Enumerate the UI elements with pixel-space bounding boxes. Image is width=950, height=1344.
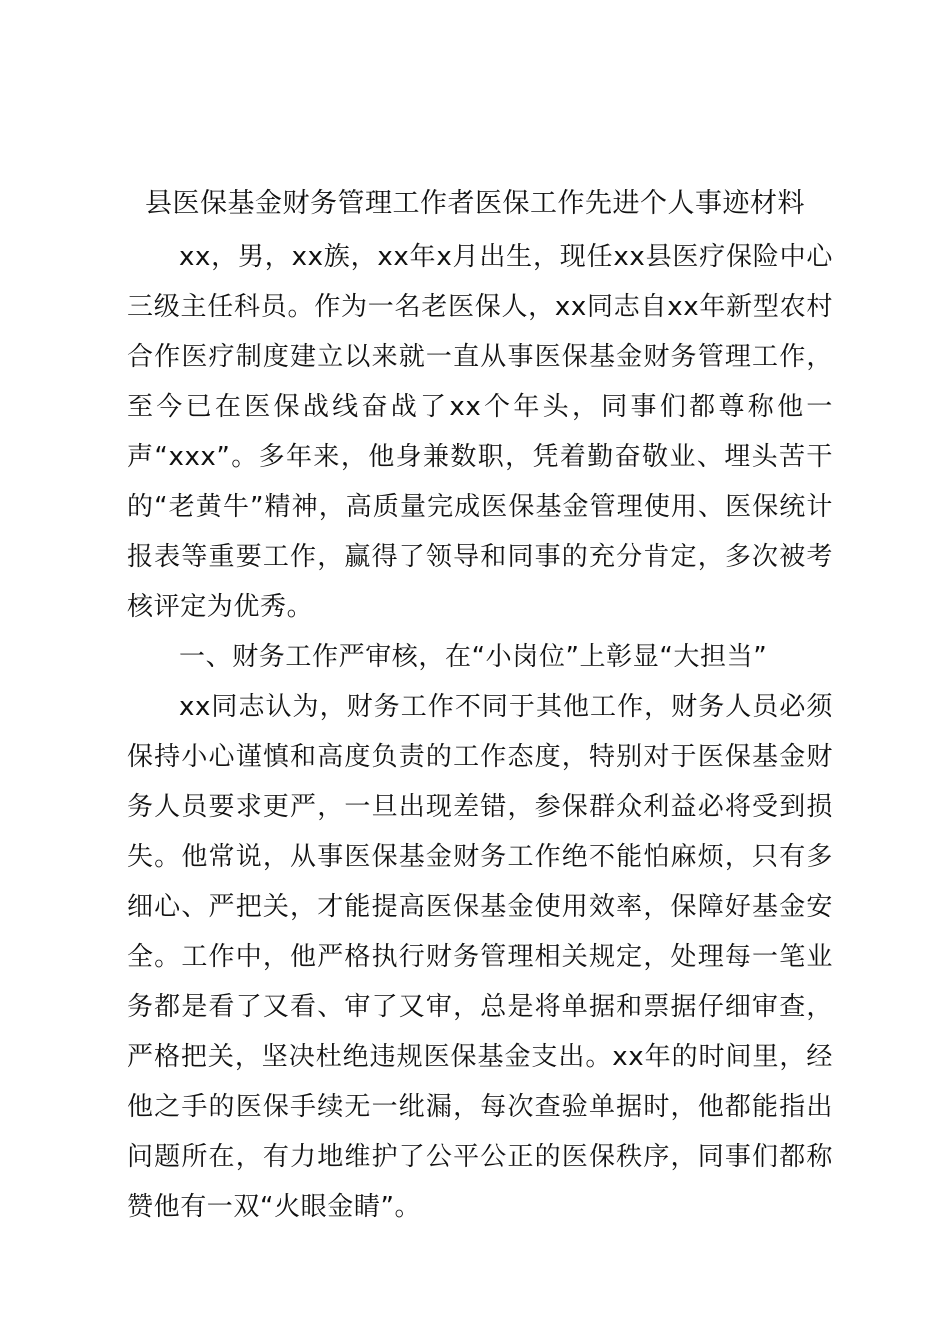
document-title: 县医保基金财务管理工作者医保工作先进个人事迹材料 <box>145 188 805 219</box>
document-body <box>127 232 833 1232</box>
section-heading: 一、财务工作严审核，在“小岗位”上彰显“大担当” <box>179 642 768 672</box>
intro-paragraph: xx，男，xx族，xx年x月出生，现任xx县医疗保险中心三级主任科员。作为一名老医保人，xx同志自xx年新型农村合作医疗制度建立以来就一直从事医保基金财务管理工作，至今已在医保战线奋战了xx个年头，同事们都尊称他一声“xxx”。多年来，他身兼数职，凭着勤奋敬业、埋头苦干的“老黄牛”精神，高质量完成医保基金管理使用、医保统计报表等重要工作，赢得了领导和同事的充分肯定，多次被考核评定为优秀。 <box>127 242 833 622</box>
section-paragraph: xx同志认为，财务工作不同于其他工作，财务人员必须保持小心谨慎和高度负责的工作态度，特别对于医保基金财务人员要求更严，一旦出现差错，参保群众利益必将受到损失。他常说，从事医保基金财务工作绝不能怕麻烦，只有多细心、严把关，才能提高医保基金使用效率，保障好基金安全。工作中，他严格执行财务管理相关规定，处理每一笔业务都是看了又看、审了又审，总是将单据和票据仔细审查，严格把关，坚决杜绝违规医保基金支出。xx年的时间里，经他之手的医保手续无一纰漏，每次查验单据时，他都能指出问题所在，有力地维护了公平公正的医保秩序，同事们都称赞他有一双“火眼金睛”。 <box>127 692 833 1222</box>
